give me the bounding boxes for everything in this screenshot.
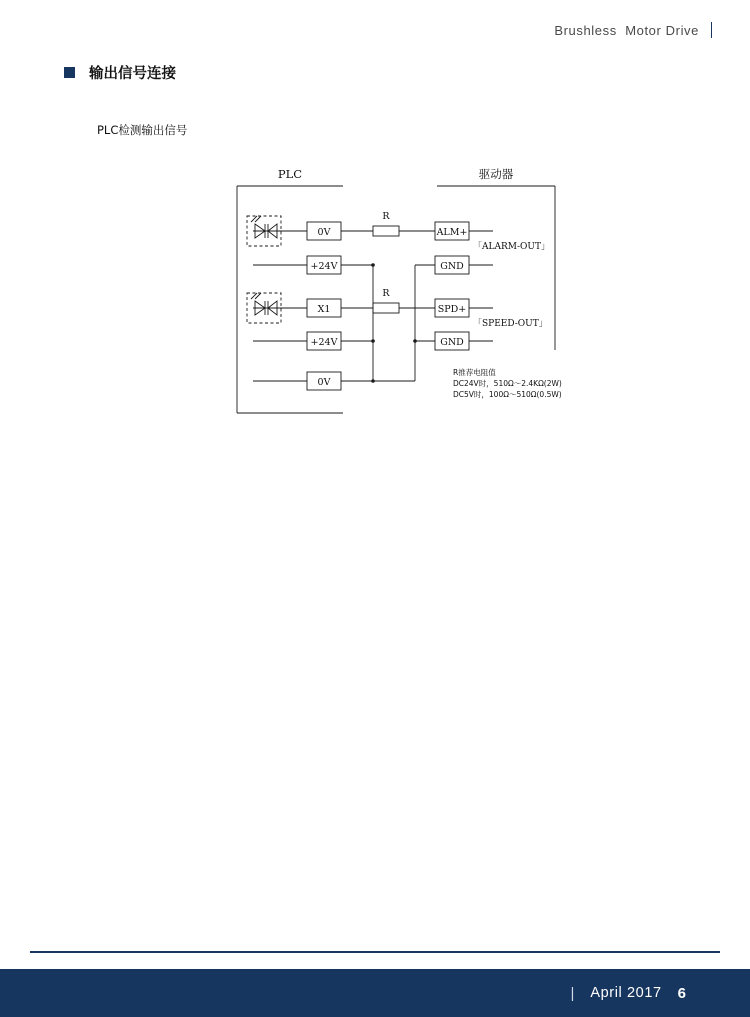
footer-rule xyxy=(30,951,720,953)
section-heading xyxy=(64,62,176,83)
footer-band xyxy=(0,969,750,1017)
svg-text:R: R xyxy=(382,288,390,299)
footer-separator: | xyxy=(570,984,575,1002)
svg-text:DC24V时，510Ω～2.4KΩ(2W): DC24V时，510Ω～2.4KΩ(2W) xyxy=(453,379,562,388)
wiring-diagram-svg xyxy=(225,160,595,425)
svg-text:SPD+: SPD+ xyxy=(437,304,467,315)
section-subtitle: PLC检测输出信号 xyxy=(97,123,188,137)
footer-date: April 2017 xyxy=(590,985,662,1001)
page-number: 6 xyxy=(677,984,686,1002)
page-header xyxy=(554,22,712,38)
wiring-diagram xyxy=(225,160,595,425)
page-title: 输出信号连接 xyxy=(89,66,176,82)
svg-text:0V: 0V xyxy=(317,377,331,388)
svg-text:0V: 0V xyxy=(317,227,331,238)
page-footer xyxy=(0,951,750,1017)
svg-text:「ALARM-OUT」: 「ALARM-OUT」 xyxy=(473,242,550,252)
header-title: Brushless Motor Drive xyxy=(554,22,699,38)
square-bullet-icon xyxy=(64,67,75,78)
plc-group-label: PLC xyxy=(277,167,303,181)
svg-text:「SPEED-OUT」: 「SPEED-OUT」 xyxy=(473,319,548,329)
svg-text:R推荐电阻值: R推荐电阻值 xyxy=(453,368,496,377)
svg-text:+24V: +24V xyxy=(310,261,338,272)
svg-text:R: R xyxy=(382,211,390,222)
svg-text:GND: GND xyxy=(440,337,464,348)
svg-text:X1: X1 xyxy=(317,304,331,315)
svg-text:DC5V时，100Ω～510Ω(0.5W): DC5V时，100Ω～510Ω(0.5W) xyxy=(453,390,562,399)
header-divider xyxy=(711,22,712,38)
drive-group-label: 驱动器 xyxy=(478,167,514,181)
svg-text:ALM+: ALM+ xyxy=(436,227,468,238)
svg-text:+24V: +24V xyxy=(310,337,338,348)
svg-text:GND: GND xyxy=(440,261,464,272)
